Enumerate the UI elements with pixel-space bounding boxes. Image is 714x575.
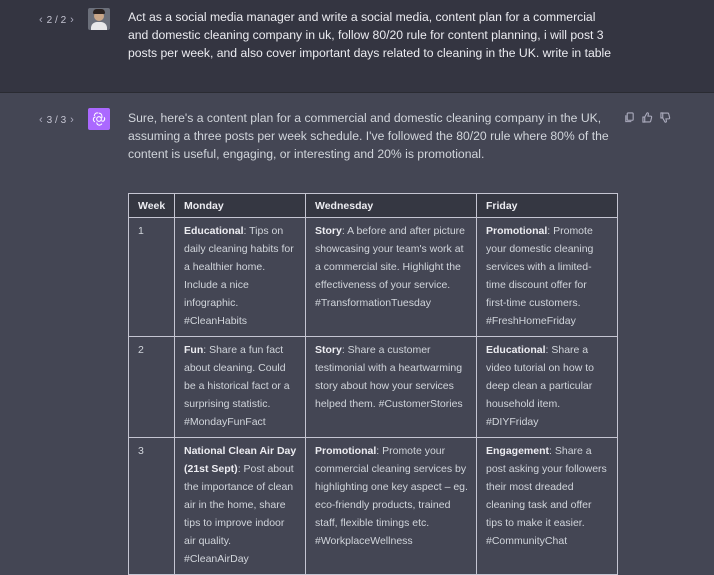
table-row [129,438,618,575]
monday-cell [175,438,306,575]
week-cell: 2 [129,337,175,438]
post-description: : Share a post asking your followers their most dreaded cleaning task and offer tips to make it easier. #CommunityChat [486,445,607,547]
user-message-pager [39,14,74,26]
next-response-button[interactable]: › [70,114,74,126]
post-type: Story [315,344,342,356]
copy-icon[interactable] [624,110,635,121]
post-description: : Share a video tutorial on how to deep clean a particular household item. #DIYFriday [486,344,594,428]
post-type: Promotional [315,445,377,457]
monday-cell [175,337,306,438]
post-type: National Clean Air Day (21st Sept) [184,445,297,475]
post-description: : A before and after picture showcasing your team's work at a commercial site. Highlight the effectiveness of your service. #TransformationTuesday [315,225,466,309]
chatgpt-logo-icon [88,108,110,130]
friday-cell [477,218,618,337]
post-description: : Tips on daily cleaning habits for a healthier home. Include a nice infographic. #CleanHabits [184,225,294,327]
header-friday: Friday [477,194,618,218]
post-description: : Share a fun fact about cleaning. Could be a historical fact or a surprising statistic. #MondayFunFact [184,344,290,428]
user-message-text: Act as a social media manager and write a social media, content plan for a commercial and domestic cleaning company in uk, follow 80/20 rule for content planning, i will post 3 posts per week, and also cover important days related to cleaning in the UK. write in table [128,10,612,60]
wednesday-cell [306,438,477,575]
wednesday-cell [306,337,477,438]
pager-counter: 2 / 2 [46,14,67,26]
post-description: : Promote your commercial cleaning services by highlighting one key aspect – eg. eco-friendly products, trained staff, flexible timings etc. #WorkplaceWellness [315,445,468,547]
prev-response-button[interactable]: ‹ [39,14,43,26]
table-header-row [129,194,618,218]
header-week: Week [129,194,175,218]
header-wednesday: Wednesday [306,194,477,218]
wednesday-cell [306,218,477,337]
assistant-message-pager [39,114,74,126]
friday-cell [477,438,618,575]
post-type: Engagement [486,445,550,457]
post-type: Educational [486,344,546,356]
monday-cell [175,218,306,337]
user-avatar [88,8,110,30]
pager-counter: 3 / 3 [46,114,67,126]
table-row [129,337,618,438]
week-cell: 1 [129,218,175,337]
content-plan-table [128,193,618,575]
post-description: : Share a customer testimonial with a heartwarming story about how your services helped them. #CustomerStories [315,344,463,410]
prev-response-button[interactable]: ‹ [39,114,43,126]
post-description: : Promote your domestic cleaning services with a limited-time discount offer for first-time customers. #FreshHomeFriday [486,225,594,327]
assistant-intro-text: Sure, here's a content plan for a commercial and domestic cleaning company in the UK, assuming a three posts per week schedule. I've followed the 80/20 rule where 80% of the content is useful, engaging, or interesting and 20% is promotional. [128,111,609,161]
user-message-block [0,0,714,93]
header-monday: Monday [175,194,306,218]
post-type: Promotional [486,225,548,237]
post-description: : Post about the importance of clean air in the home, share tips to improve indoor air quality. #CleanAirDay [184,463,294,565]
thumbs-up-icon[interactable] [642,110,653,121]
table-row [129,218,618,337]
next-response-button[interactable]: › [70,14,74,26]
thumbs-down-icon[interactable] [660,110,671,121]
message-actions [624,110,671,121]
friday-cell [477,337,618,438]
week-cell: 3 [129,438,175,575]
post-type: Story [315,225,342,237]
post-type: Educational [184,225,244,237]
post-type: Fun [184,344,204,356]
